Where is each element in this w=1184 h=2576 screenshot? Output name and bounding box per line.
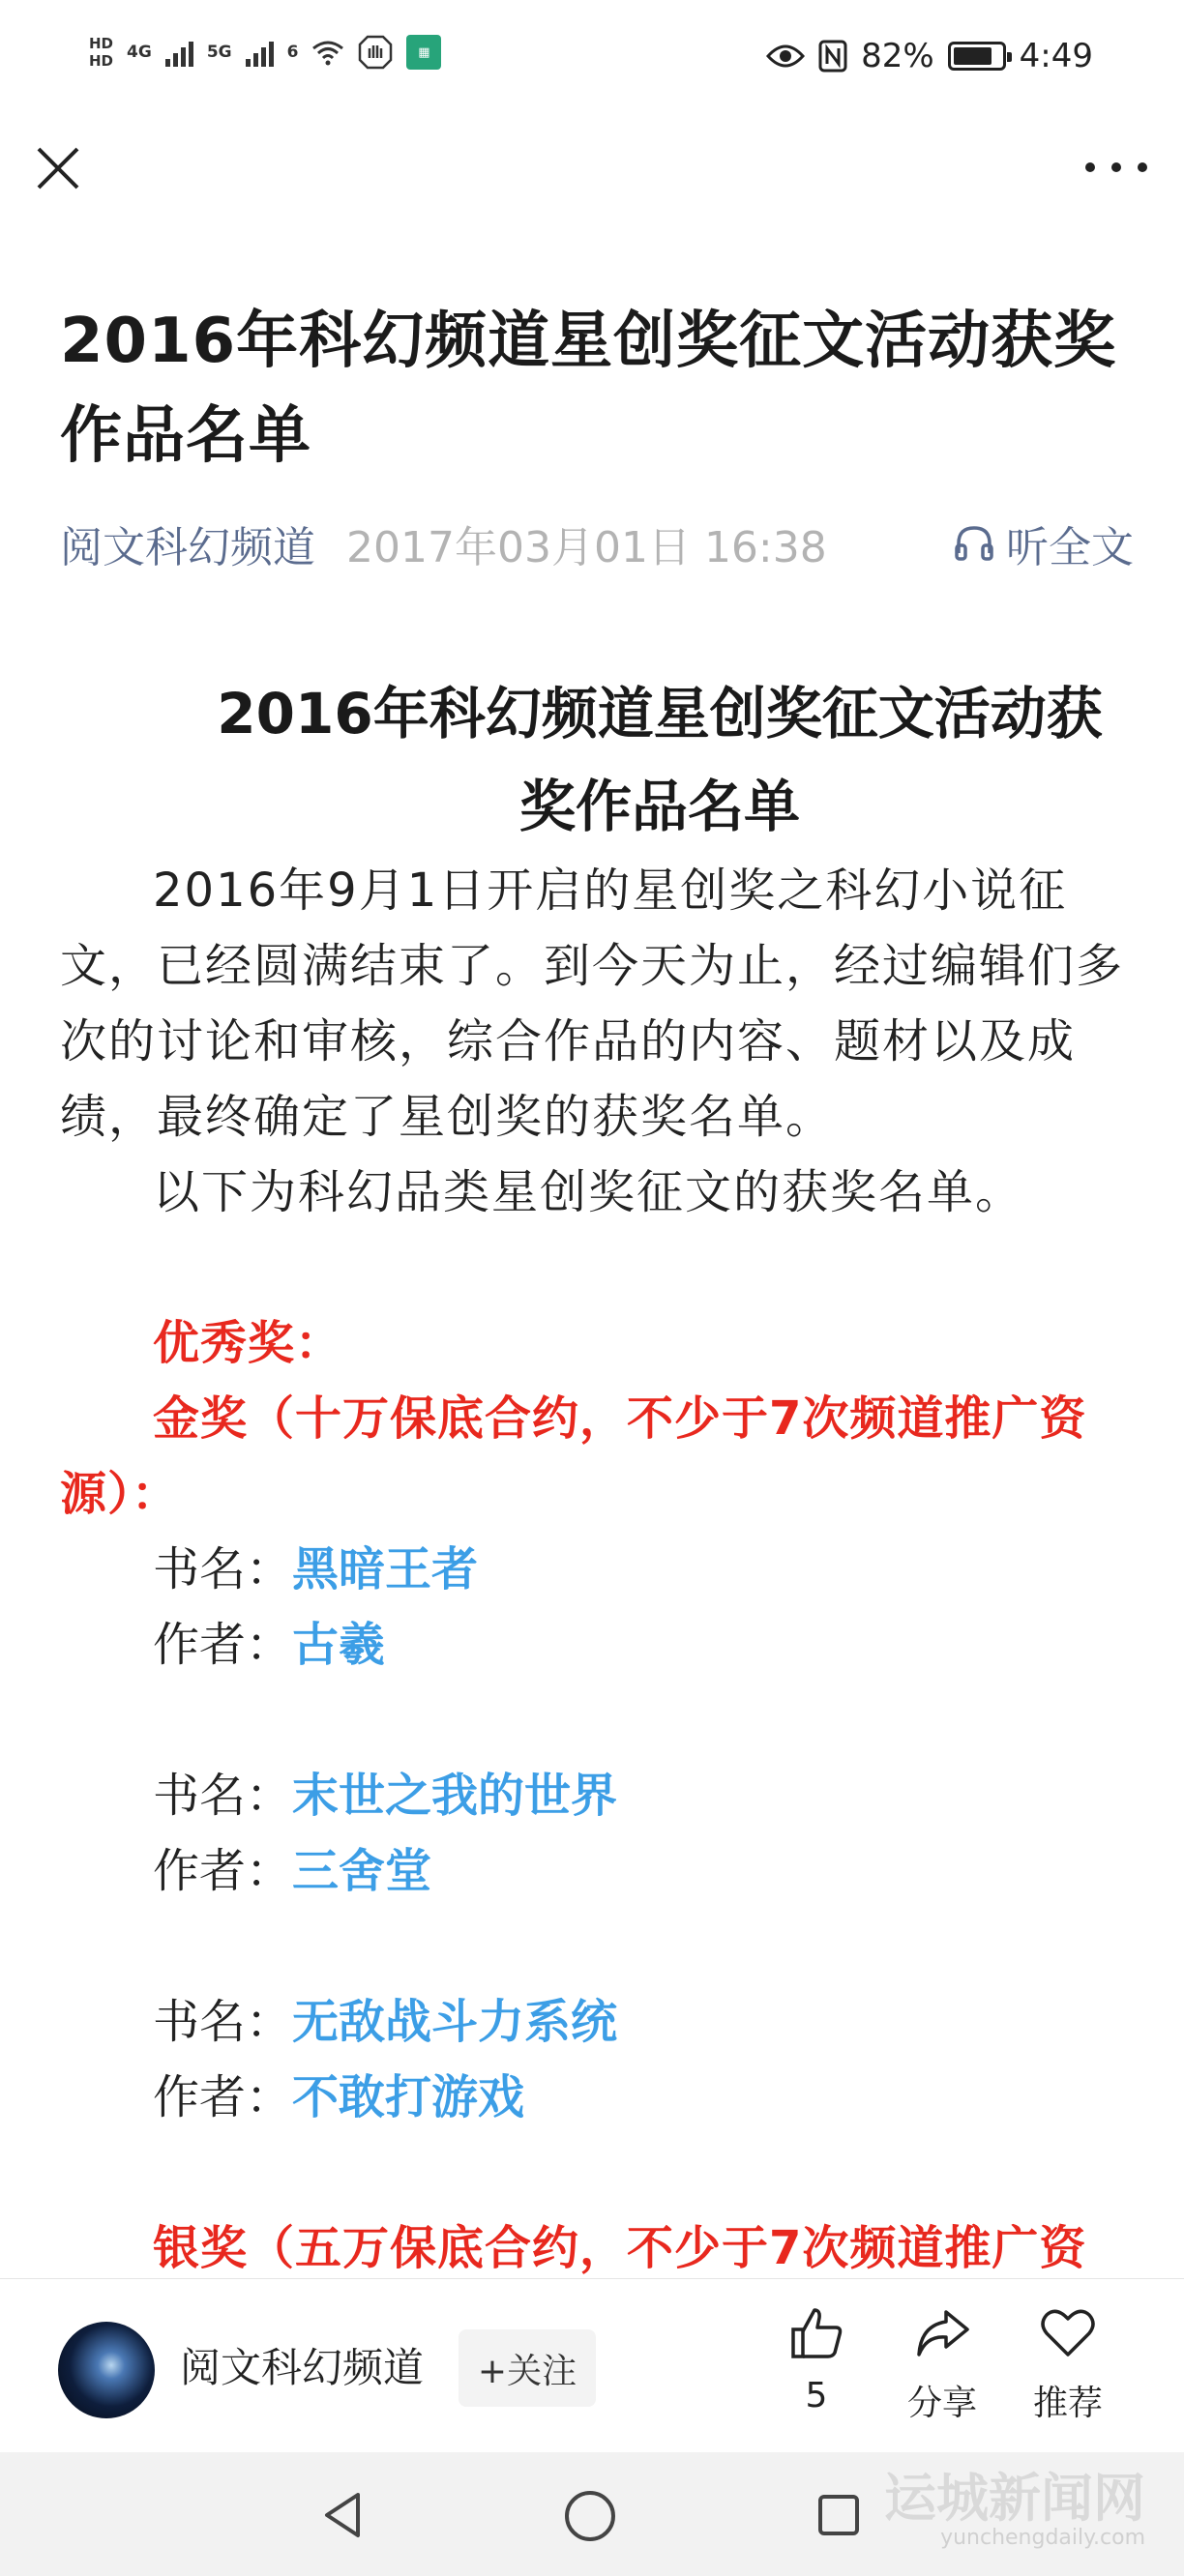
share-button[interactable] [884, 2304, 1000, 2425]
author-link[interactable]: 阅文科幻频道 [60, 523, 315, 572]
watermark [884, 2468, 1145, 2551]
article-paragraph: 2016年9月1日开启的星创奖之科幻小说征文，已经圆满结束了。到今天为止，经过编辑们多次的讨论和审核，综合作品的内容、题材以及成绩，最终确定了星创奖的获奖名单。 [60, 864, 1125, 1144]
page-title: 2016年科幻频道星创奖征文活动获奖作品名单 [60, 306, 1117, 472]
clock: 4:49 [1019, 37, 1093, 75]
article-meta [60, 514, 1134, 572]
like-button[interactable] [758, 2304, 874, 2415]
book-author-link[interactable]: 古羲 [292, 1618, 386, 1672]
like-count: 5 [805, 2376, 828, 2415]
publish-date: 2017年03月01日 16:38 [346, 523, 827, 572]
network-5g-label: 5G [206, 43, 232, 62]
account-name[interactable]: 阅文科幻频道 [180, 2344, 425, 2391]
article-paragraph-2: 以下为科幻品类星创奖征文的获奖名单。 [153, 1165, 1024, 1219]
network-4g-label: 4G [127, 43, 152, 62]
book-author-line: 作者：古羲 [153, 1618, 386, 1672]
book-author-line: 作者：不敢打游戏 [153, 2070, 525, 2124]
battery-icon [948, 42, 1006, 71]
status-left [89, 35, 441, 70]
book-name-line: 书名：无敌战斗力系统 [153, 1995, 618, 2049]
article-body [60, 667, 1124, 2286]
share-icon [913, 2304, 971, 2362]
wifi-label: 6 [286, 43, 299, 62]
watermark-url: yunchengdaily.com [940, 2526, 1145, 2550]
system-nav-bar [0, 2452, 1184, 2576]
watermark-name: 运城新闻网 [884, 2468, 1145, 2529]
heart-icon [1039, 2304, 1097, 2362]
signal-icon-2 [246, 38, 274, 67]
more-icon[interactable] [1085, 153, 1147, 182]
book-name-line: 书名：黑暗王者 [153, 1542, 479, 1596]
listen-button[interactable] [954, 512, 1134, 574]
hand-icon [358, 35, 393, 70]
wifi-icon [311, 39, 344, 66]
battery-percent: 82% [861, 37, 934, 75]
back-icon[interactable] [319, 2489, 368, 2541]
article-title: 2016年科幻频道星创奖征文活动获奖作品名单 [217, 681, 1103, 839]
home-icon[interactable] [563, 2489, 617, 2543]
book-author-link[interactable]: 不敢打游戏 [292, 2070, 525, 2124]
headphones-icon [954, 524, 994, 563]
book-name-line: 书名：末世之我的世界 [153, 1769, 618, 1823]
recommend-button[interactable] [1010, 2304, 1126, 2425]
share-label: 分享 [906, 2384, 977, 2423]
book-name-link[interactable]: 末世之我的世界 [292, 1769, 618, 1823]
listen-label: 听全文 [1006, 523, 1134, 572]
book-author-link[interactable]: 三舍堂 [292, 1844, 432, 1898]
hd-badge: HD HD [89, 35, 114, 70]
app-icon: ▦ [406, 35, 441, 70]
thumbs-up-icon [787, 2304, 845, 2362]
recents-icon[interactable] [814, 2491, 863, 2539]
book-author-line: 作者：三舍堂 [153, 1844, 432, 1898]
eye-icon [766, 43, 805, 70]
status-right [766, 37, 1093, 75]
signal-icon [165, 38, 193, 67]
follow-button[interactable]: +关注 [459, 2329, 596, 2407]
avatar[interactable] [58, 2322, 155, 2418]
recommend-label: 推荐 [1032, 2384, 1103, 2423]
book-name-link[interactable]: 无敌战斗力系统 [292, 1995, 618, 2049]
status-bar [0, 0, 1184, 120]
close-icon[interactable] [33, 143, 83, 193]
book-name-link[interactable]: 黑暗王者 [292, 1542, 479, 1596]
nfc-icon [818, 40, 847, 73]
award-heading: 优秀奖： [153, 1316, 343, 1370]
silver-award-heading: 银奖（五万保底合约，不少于7次频道推广资 [153, 2221, 1087, 2275]
bottom-action-bar [0, 2278, 1184, 2452]
gold-award-heading: 金奖（十万保底合约，不少于7次频道推广资源）： [60, 1391, 1087, 1521]
